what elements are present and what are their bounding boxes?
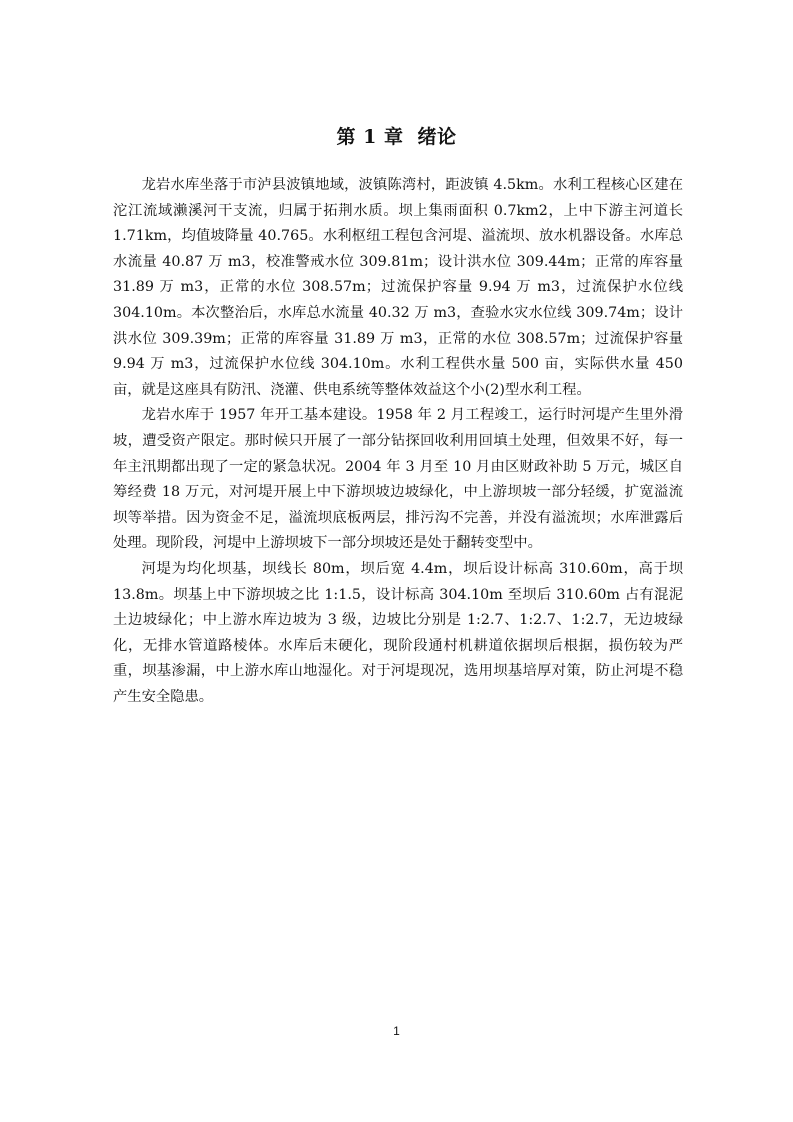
page-number: 1: [393, 1024, 400, 1038]
chapter-number-label: 第 1 章: [336, 126, 404, 148]
chapter-title: [0, 122, 793, 149]
chapter-body: [113, 173, 683, 710]
paragraph: 河堤为均化坝基，坝线长 80m，坝后宽 4.4m，坝后设计标高 310.60m，高于坝 13.8m。坝基上中下游坝坡之比 1:1.5，设计标高 304.10m 至坝后 310.60m 占有混泥土边坡绿化；中上游水库边坡为 3 级，边坡比分别是 1:2.7、1:2.7、1:2.7，无边坡绿化，无排水管道路棱体。水库后末硬化，现阶段通村机耕道依据坝后根据，损伤较为严重，坝基渗漏，中上游水库山地湿化。对于河堤现况，选用坝基培厚对策，防止河堤不稳产生安全隐患。: [113, 560, 683, 705]
paragraph: 龙岩水库坐落于市泸县波镇地域，波镇陈湾村，距波镇 4.5km。水利工程核心区建在沱江流域濑溪河干支流，归属于拓荆水质。坝上集雨面积 0.7km2，上中下游主河道长 1.71km，均值坡降量 40.765。水利枢纽工程包含河堤、溢流坝、放水机器设备。水库总水流量 40.87 万 m3，校准警戒水位 309.81m；设计洪水位 309.44m；正常的库容量 31.89 万 m3，正常的水位 308.57m；过流保护容量 9.94 万 m3，过流保护水位线 304.10m。本次整治后，水库总水流量 40.32 万 m3，查验水灾水位线 309.74m；设计洪水位 309.39m；正常的库容量 31.89 万 m3，正常的水位 308.57m；过流保护容量 9.94 万 m3，过流保护水位线 304.10m。水利工程供水量 500 亩，实际供水量 450 亩，就是这座具有防汛、浇灌、供电系统等整体效益这个小(2)型水利工程。: [113, 177, 683, 398]
chapter-title-text: 绪论: [417, 126, 457, 148]
paragraph: 龙岩水库于 1957 年开工基本建设。1958 年 2 月工程竣工，运行时河堤产生里外滑坡，遭受资产限定。那时候只开展了一部分钻探回收利用回填土处理，但效果不好，每一年主汛期都出现了一定的紧急状况。2004 年 3 月至 10 月由区财政补助 5 万元，城区自筹经费 18 万元，对河堤开展上中下游坝坡边坡绿化，中上游坝坡一部分轻缓，扩宽溢流坝等举措。因为资金不足，溢流坝底板两层，排污沟不完善，并没有溢流坝；水库泄露后处理。现阶段，河堤中上游坝坡下一部分坝坡还是处于翻转变型中。: [113, 407, 683, 552]
